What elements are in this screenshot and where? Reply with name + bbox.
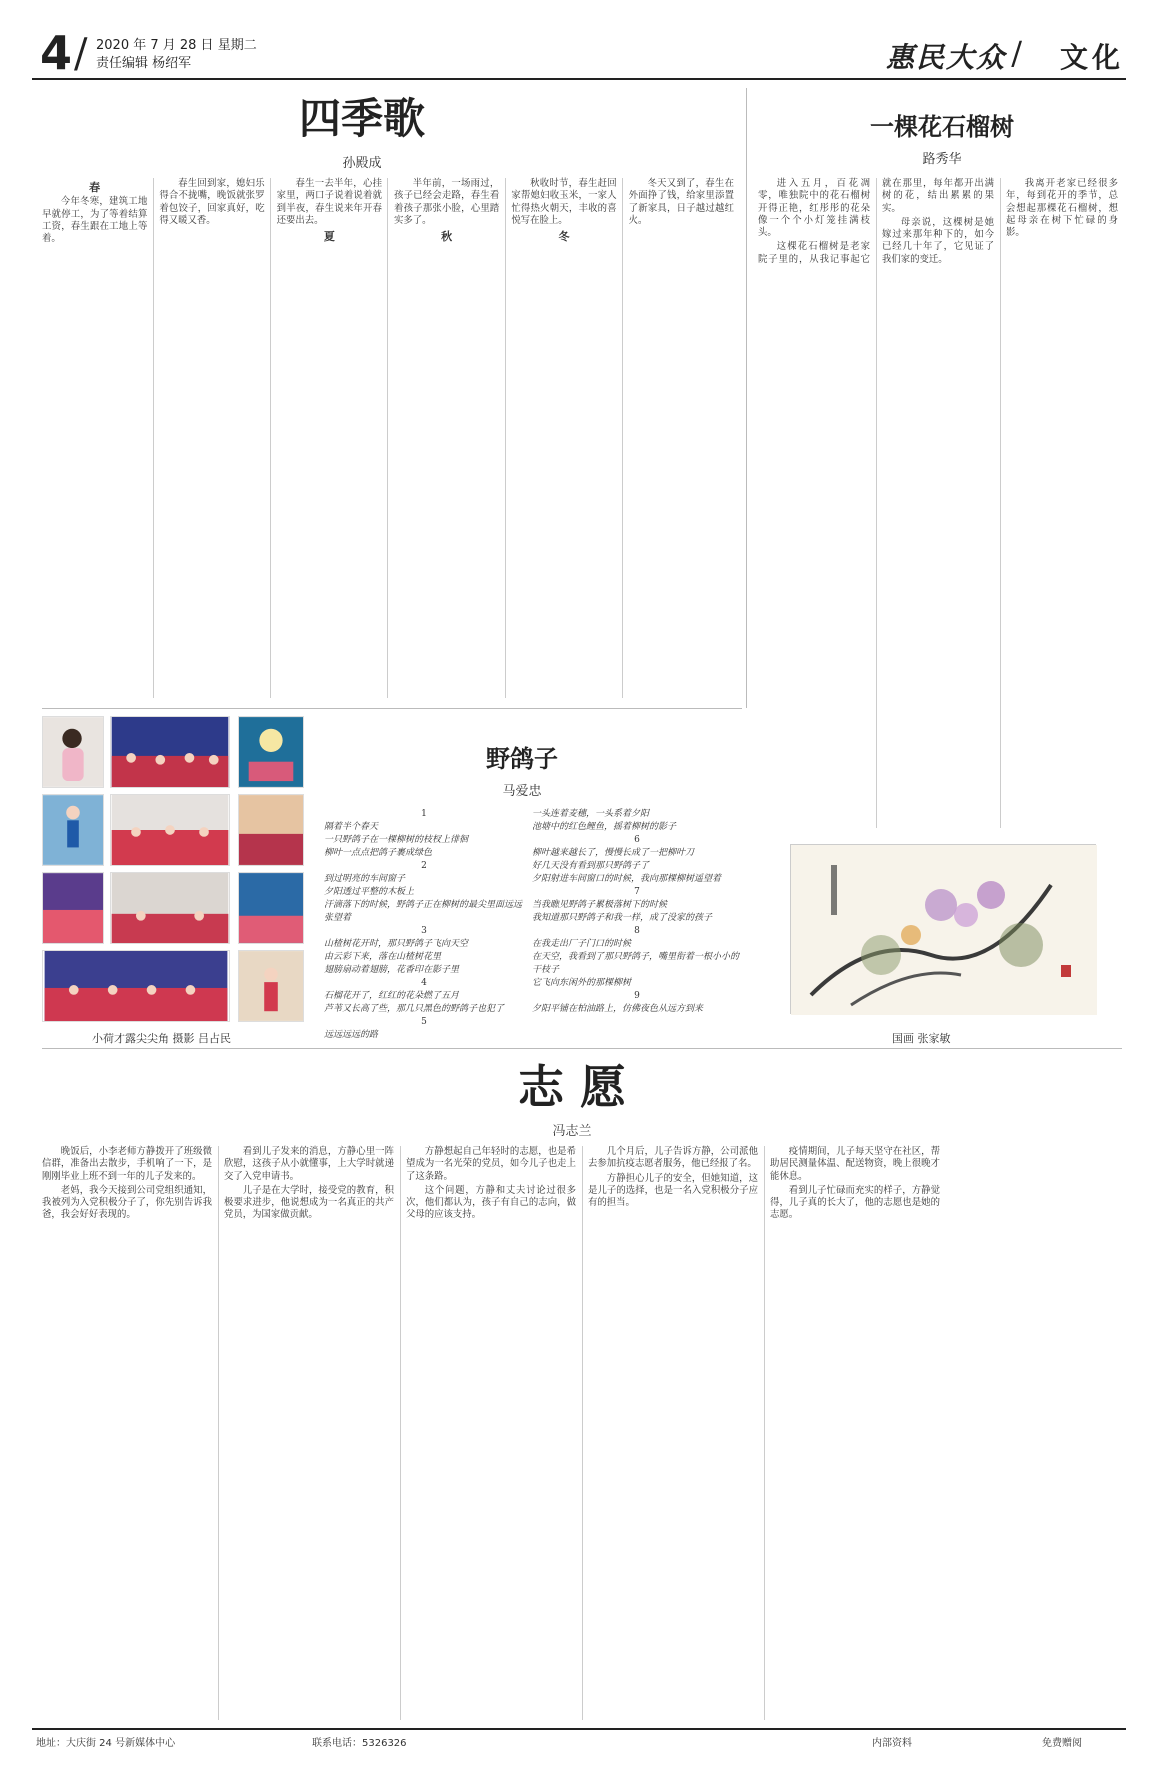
- photo-girl-microphone: [42, 716, 104, 788]
- photo-stage-lights: [238, 716, 304, 788]
- sijige-author: 孙殿成: [342, 156, 382, 171]
- page-header: [32, 28, 1126, 80]
- header-slash: /: [74, 31, 88, 77]
- sijige-paragraph: 半年前，一场雨过，孩子已经会走路，春生看着孩子那张小脸，心里踏实多了。: [393, 178, 500, 226]
- poem-line: 当我瞧见野鸽子累极落树下的时候: [532, 900, 668, 910]
- photo-stretch: [110, 872, 230, 944]
- season-head-spring: 春: [89, 181, 101, 194]
- sijige-paragraph: 春生一去半年，心挂家里，两口子说着说着就到半夜，春生说来年开春还要出去。: [276, 178, 382, 226]
- poem-line: 5: [421, 1017, 427, 1027]
- gezi-title: 野鸽子: [486, 744, 558, 773]
- poem-line: 夕阳平铺在柏油路上，仿佛夜色从远方到来: [532, 1004, 704, 1014]
- photo-solo: [238, 950, 304, 1022]
- zhiyuan-paragraph: 老妈，我今天接到公司党组织通知，我被列为入党积极分子了，你先别告诉我爸，我会好好表现的。: [42, 1184, 212, 1221]
- brand-slash: /: [1011, 34, 1022, 72]
- footer-phone: 联系电话：5326326: [312, 1738, 407, 1749]
- poem-line: 4: [421, 978, 427, 988]
- editor-credit: 责任编辑 杨绍军: [96, 56, 192, 71]
- ink-painting: [790, 844, 1096, 1014]
- poem-line: 柳叶越来越长了，慢慢长成了一把柳叶刀: [532, 848, 695, 858]
- painting-caption: 国画 张家敏: [892, 1032, 951, 1045]
- photo-collage: [42, 716, 304, 1022]
- liulu-author: 路秀华: [922, 152, 962, 167]
- poem-line: 夕阳透过平整的木板上: [324, 887, 415, 897]
- page-number: 4: [40, 26, 73, 80]
- liulu-paragraph: 我离开老家已经很多年，每到花开的季节，总会想起那棵花石榴树，想起母亲在树下忙碌的身影。: [1006, 178, 1118, 239]
- poem-line: 1: [421, 809, 427, 819]
- poem-line: 6: [634, 835, 640, 845]
- poem-line: 一头连着麦穗，一头系着夕阳: [532, 809, 650, 819]
- poem-line: 汗滴落下的时候，野鸽子正在柳树的最尖里面远远张望着: [324, 900, 523, 923]
- footer-free: 免费赠阅: [1042, 1738, 1082, 1749]
- poem-line: 池塘中的红色鲤鱼，摇着柳树的影子: [532, 822, 677, 832]
- poem-line: 柳叶一点点把鸽子裹成绿色: [324, 848, 433, 858]
- poem-line: 我知道那只野鸽子和我一样，成了没家的孩子: [532, 913, 713, 923]
- photo-group-bow: [238, 794, 304, 866]
- poem-line: 翅膀扇动着翅膀，花香印在影子里: [324, 965, 460, 975]
- sijige-body: [42, 178, 734, 698]
- gezi-poem-col1: [324, 808, 524, 1040]
- photo-dancers-red: [110, 794, 230, 866]
- zhiyuan-paragraph: 看到儿子忙碌而充实的样子，方静觉得，儿子真的长大了，他的志愿也是她的志愿。: [770, 1184, 940, 1221]
- photo-dancers-purple: [42, 872, 104, 944]
- poem-line: 3: [421, 926, 427, 936]
- footer-address: 地址：大庆街 24 号新媒体中心: [36, 1738, 176, 1749]
- poem-line: 夕阳射进车间窗口的时候，我向那棵柳树遥望着: [532, 874, 722, 884]
- photo-stage-blue: [238, 872, 304, 944]
- zhiyuan-paragraph: 看到儿子发来的消息，方静心里一阵欣慰，这孩子从小就懂事，上大学时就递交了入党申请书。: [224, 1146, 394, 1182]
- section-divider: [42, 1048, 1122, 1049]
- poem-line: 它飞向东闲外的那棵柳树: [532, 978, 632, 988]
- zhiyuan-paragraph: 这个问题，方静和丈夫讨论过很多次，他们都认为，孩子有自己的志向，做父母的应该支持。: [406, 1184, 576, 1221]
- sijige-paragraph: 春生回到家，媳妇乐得合不拢嘴，晚饭就张罗着包饺子，回家真好，吃得又暖又香。: [159, 178, 265, 226]
- issue-date: 2020 年 7 月 28 日 星期二: [96, 38, 257, 53]
- sijige-title: 四季歌: [298, 94, 425, 143]
- poem-line: 8: [634, 926, 640, 936]
- zhiyuan-paragraph: 方静担心儿子的安全，但她知道，这是儿子的选择，也是一名入党积极分子应有的担当。: [588, 1172, 758, 1209]
- page-footer: [32, 1728, 1126, 1748]
- poem-line: 在我走出厂子门口的时候: [532, 939, 632, 949]
- liulu-paragraph: 进入五月，百花凋零，唯独院中的花石榴树开得正艳，红彤彤的花朵像一个个小灯笼挂满枝头。: [758, 178, 870, 239]
- poem-line: 一只野鸽子在一棵柳树的枝杈上徘徊: [324, 835, 469, 845]
- photo-ballet-pose: [42, 794, 104, 866]
- sijige-paragraph: 今年冬寒，建筑工地早就停工，为了等着结算工资，春生跟在工地上等着。: [42, 196, 148, 245]
- sijige-paragraph: 秋收时节，春生赶回家帮媳妇收玉米，一家人忙得热火朝天，丰收的喜悦写在脸上。: [511, 178, 617, 226]
- poem-line: 由云彩下来，落在山楂树花里: [324, 952, 442, 962]
- zhiyuan-paragraph: 几个月后，儿子告诉方静，公司派他去参加抗疫志愿者服务，他已经报了名。: [588, 1146, 758, 1170]
- liulu-paragraph: 这棵花石榴树是老家院子里的，从我记事起它就在那里，每年都开出满树的花，结出累累的果实。: [758, 178, 994, 265]
- zhiyuan-paragraph: 晚饭后，小李老师方静拨开了班级微信群，准备出去散步，手机响了一下，是刚刚毕业上班不到一年的儿子发来的。: [42, 1146, 212, 1182]
- season-head-winter: 冬: [558, 230, 570, 244]
- newspaper-page: [32, 28, 1126, 1748]
- photo-caption: 小荷才露尖尖角 摄影 吕占民: [92, 1032, 231, 1045]
- poem-line: 好几天没有看到那只野鸽子了: [532, 861, 650, 871]
- poem-line: 在天空，我看到了那只野鸽子，嘴里衔着一根小小的干枝子: [532, 952, 740, 975]
- zhiyuan-paragraph: 儿子是在大学时，接受党的教育，积极要求进步，他说想成为一名真正的共产党员，为国家做贡献。: [224, 1184, 394, 1221]
- section-name: 文化: [1059, 41, 1124, 74]
- poem-line: 芦苇又长高了些，那几只黑色的野鸽子也犯了: [324, 1004, 505, 1014]
- poem-line: 到过明亮的车间窗子: [324, 874, 406, 884]
- liulu-title: 一棵花石榴树: [870, 112, 1014, 141]
- poem-line: 山楂树花开时，那只野鸽子飞向天空: [324, 939, 469, 949]
- zhiyuan-title: 志 愿: [517, 1060, 626, 1114]
- footer-internal: 内部资料: [872, 1738, 912, 1749]
- zhiyuan-body: [42, 1146, 1122, 1720]
- zhiyuan-paragraph: 方静想起自己年轻时的志愿，也是希望成为一名光荣的党员，如今儿子也走上了这条路。: [406, 1146, 576, 1182]
- photo-finale: [42, 950, 230, 1022]
- zhiyuan-paragraph: 疫情期间，儿子每天坚守在社区，帮助居民测量体温、配送物资，晚上很晚才能休息。: [770, 1146, 940, 1182]
- poem-line: 7: [634, 887, 640, 897]
- poem-line: 9: [634, 991, 640, 1001]
- photo-dancers-stage: [110, 716, 230, 788]
- poem-line: 石榴花开了，红红的花朵燃了五月: [324, 991, 460, 1001]
- gezi-author: 马爱忠: [502, 784, 542, 799]
- gezi-poem-col2: [532, 808, 742, 1028]
- poem-line: 2: [421, 861, 427, 871]
- poem-line: 远远远远的路: [324, 1030, 379, 1040]
- season-head-summer: 夏: [323, 230, 335, 244]
- liulu-body: [758, 178, 1118, 828]
- liulu-paragraph: 母亲说，这棵树是她嫁过来那年种下的，如今已经几十年了，它见证了我们家的变迁。: [882, 216, 994, 265]
- poem-line: 隔着半个春天: [324, 822, 379, 832]
- season-head-autumn: 秋: [441, 230, 453, 244]
- section-divider: [42, 708, 742, 709]
- zhiyuan-author: 冯志兰: [552, 1124, 592, 1139]
- column-divider: [746, 88, 747, 708]
- newspaper-brand: 惠民大众: [885, 41, 1006, 74]
- sijige-paragraph: 冬天又到了，春生在外面挣了钱，给家里添置了新家具，日子越过越红火。: [628, 178, 734, 226]
